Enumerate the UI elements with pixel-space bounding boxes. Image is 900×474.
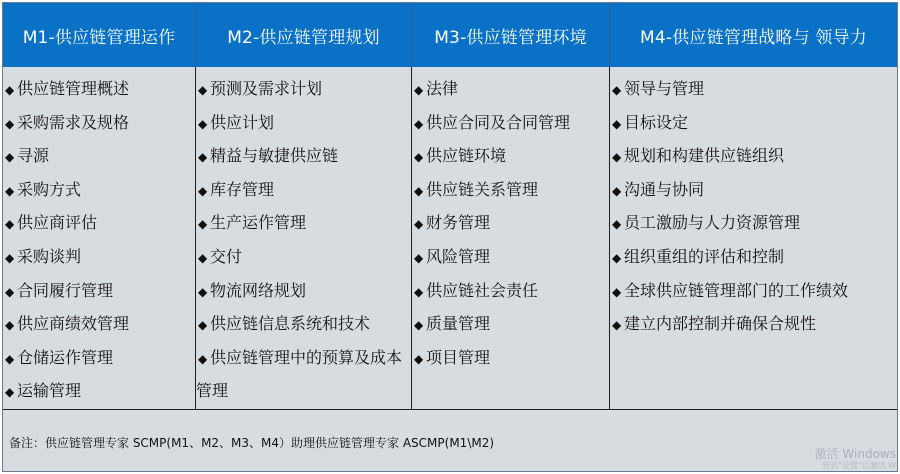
diamond-bullet-icon: ◆ — [5, 284, 15, 299]
diamond-bullet-icon: ◆ — [5, 150, 15, 165]
column-header-m2: M2-供应链管理规划 — [196, 3, 412, 67]
diamond-bullet-icon: ◆ — [414, 150, 424, 165]
column-m2 — [196, 67, 412, 409]
topic-label: 采购方式 — [17, 179, 82, 199]
topic-label: 合同履行管理 — [17, 280, 114, 300]
topic-item — [3, 107, 195, 141]
topic-item — [196, 207, 411, 241]
diamond-bullet-icon: ◆ — [5, 318, 15, 333]
diamond-bullet-icon: ◆ — [198, 284, 208, 299]
topic-label: 沟通与协同 — [624, 179, 705, 199]
diamond-bullet-icon: ◆ — [198, 116, 208, 131]
topic-item — [610, 73, 897, 107]
column-header-m1: M1-供应链管理运作 — [3, 3, 196, 67]
topic-item — [196, 140, 411, 174]
topic-label: 预测及需求计划 — [210, 79, 323, 98]
watermark-subtitle: 转到"设置"以激活 W — [822, 461, 896, 470]
diamond-bullet-icon: ◆ — [612, 116, 622, 131]
topic-item — [610, 207, 897, 241]
diamond-bullet-icon: ◆ — [414, 83, 424, 97]
topic-item — [412, 241, 609, 275]
topic-label: 交付 — [210, 246, 243, 266]
topic-label: 法律 — [426, 79, 459, 98]
topic-list-m1 — [3, 73, 195, 409]
diamond-bullet-icon: ◆ — [414, 284, 424, 299]
topic-item — [3, 342, 195, 376]
topic-label: 库存管理 — [210, 179, 275, 199]
diamond-bullet-icon: ◆ — [414, 116, 424, 131]
header-row — [3, 3, 897, 67]
topic-label: 全球供应链管理部门的工作绩效 — [624, 280, 849, 300]
topic-item — [610, 308, 897, 342]
topic-item — [3, 241, 195, 275]
topic-item — [610, 140, 897, 174]
diamond-bullet-icon: ◆ — [198, 83, 208, 97]
topic-item — [610, 174, 897, 208]
diamond-bullet-icon: ◆ — [5, 217, 15, 232]
diamond-bullet-icon: ◆ — [414, 183, 424, 198]
topic-label: 领导与管理 — [624, 79, 705, 98]
topic-label: 供应链关系管理 — [426, 179, 539, 199]
topic-item — [610, 107, 897, 141]
column-m3 — [412, 67, 610, 409]
topic-label: 风险管理 — [426, 246, 491, 266]
topic-label: 供应商评估 — [17, 213, 98, 233]
topic-item — [196, 342, 411, 407]
topic-list-m3 — [412, 73, 609, 375]
diamond-bullet-icon: ◆ — [612, 318, 622, 333]
topic-item — [412, 140, 609, 174]
topic-label: 供应合同及合同管理 — [426, 112, 571, 132]
topic-item — [412, 342, 609, 376]
topic-label: 采购谈判 — [17, 246, 82, 266]
diamond-bullet-icon: ◆ — [5, 183, 15, 198]
topic-item — [3, 308, 195, 342]
topic-item — [196, 241, 411, 275]
topic-label: 供应商绩效管理 — [17, 314, 130, 334]
topic-item — [610, 241, 897, 275]
topic-label: 目标设定 — [624, 112, 689, 132]
diamond-bullet-icon: ◆ — [5, 250, 15, 265]
topic-item — [3, 140, 195, 174]
topic-item — [610, 275, 897, 309]
topic-label: 仓储运作管理 — [17, 347, 114, 367]
topic-label: 规划和构建供应链组织 — [624, 146, 785, 166]
footnote: 备注：供应链管理专家 SCMP(M1、M2、M3、M4）助理供应链管理专家 ASCMP(M1\M2) — [3, 409, 897, 471]
column-header-m4: M4-供应链管理战略与 领导力 — [639, 27, 868, 48]
diamond-bullet-icon: ◆ — [198, 318, 208, 333]
topic-label: 供应链管理概述 — [17, 79, 130, 98]
diamond-bullet-icon: ◆ — [414, 318, 424, 333]
diamond-bullet-icon: ◆ — [612, 250, 622, 265]
diamond-bullet-icon: ◆ — [5, 351, 15, 366]
diamond-bullet-icon: ◆ — [612, 183, 622, 198]
column-m1 — [3, 67, 196, 409]
topic-item — [3, 73, 195, 107]
topic-item — [196, 73, 411, 107]
diamond-bullet-icon: ◆ — [198, 250, 208, 265]
topic-item — [412, 73, 609, 107]
topic-label: 组织重组的评估和控制 — [624, 246, 785, 266]
topic-item — [412, 308, 609, 342]
topic-item — [3, 275, 195, 309]
topic-list-m4 — [610, 73, 897, 342]
topic-label: 寻源 — [17, 146, 50, 166]
topic-item — [3, 207, 195, 241]
diamond-bullet-icon: ◆ — [5, 385, 15, 400]
topic-label: 供应链社会责任 — [426, 280, 539, 300]
topic-label: 员工激励与人力资源管理 — [624, 213, 801, 233]
topic-label: 运输管理 — [17, 381, 82, 401]
diamond-bullet-icon: ◆ — [414, 217, 424, 232]
column-m4 — [610, 67, 897, 409]
topic-label: 财务管理 — [426, 213, 491, 233]
diamond-bullet-icon: ◆ — [612, 150, 622, 165]
diamond-bullet-icon: ◆ — [414, 351, 424, 366]
topic-label: 物流网络规划 — [210, 280, 307, 300]
module-table — [2, 2, 898, 472]
topic-label: 采购需求及规格 — [17, 112, 130, 132]
topic-item — [196, 308, 411, 342]
diamond-bullet-icon: ◆ — [5, 83, 15, 97]
topic-item — [412, 174, 609, 208]
content-row — [3, 67, 897, 409]
diamond-bullet-icon: ◆ — [198, 183, 208, 198]
topic-item — [412, 275, 609, 309]
diamond-bullet-icon: ◆ — [612, 217, 622, 232]
diamond-bullet-icon: ◆ — [612, 284, 622, 299]
topic-label: 供应链管理中的预算及成本管理 — [196, 347, 403, 401]
diamond-bullet-icon: ◆ — [198, 351, 208, 366]
diamond-bullet-icon: ◆ — [414, 250, 424, 265]
topic-label: 精益与敏捷供应链 — [210, 146, 339, 166]
column-header-m3: M3-供应链管理环境 — [412, 3, 610, 67]
topic-item — [3, 174, 195, 208]
topic-item — [412, 207, 609, 241]
topic-label: 供应计划 — [210, 112, 275, 132]
watermark-title: 激活 Windows — [814, 447, 896, 461]
topic-item — [3, 375, 195, 409]
diamond-bullet-icon: ◆ — [612, 83, 622, 97]
topic-label: 供应链环境 — [426, 146, 507, 166]
topic-label: 建立内部控制并确保合规性 — [624, 314, 817, 334]
topic-list-m2 — [196, 73, 411, 407]
diamond-bullet-icon: ◆ — [5, 116, 15, 131]
topic-label: 项目管理 — [426, 347, 491, 367]
topic-label: 供应链信息系统和技术 — [210, 314, 371, 334]
windows-activation-watermark — [815, 448, 896, 472]
topic-label: 生产运作管理 — [210, 213, 307, 233]
diamond-bullet-icon: ◆ — [198, 150, 208, 165]
diamond-bullet-icon: ◆ — [198, 217, 208, 232]
topic-item — [196, 107, 411, 141]
topic-item — [196, 275, 411, 309]
topic-item — [196, 174, 411, 208]
topic-label: 质量管理 — [426, 314, 491, 334]
topic-item — [412, 107, 609, 141]
